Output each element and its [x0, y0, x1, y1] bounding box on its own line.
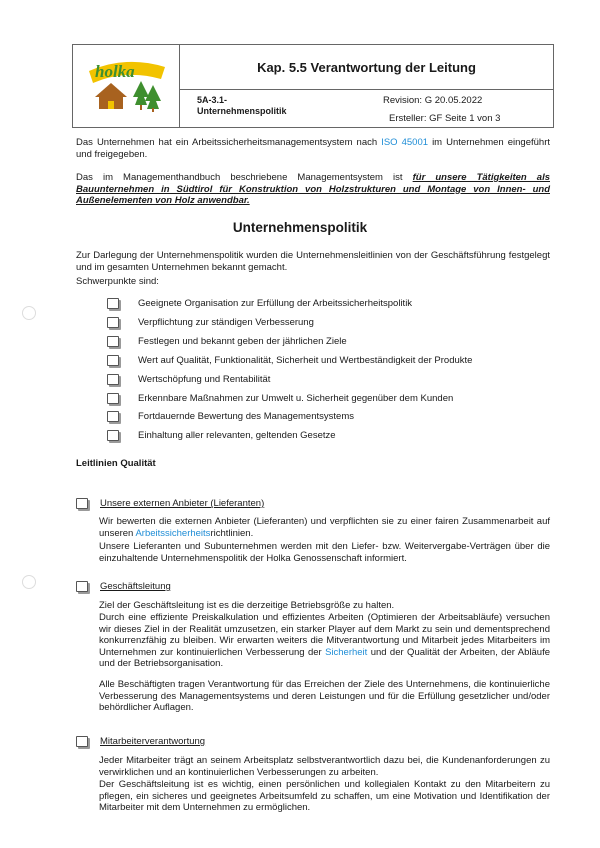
focus-item: Einhaltung aller relevanten, geltenden Gesetze — [107, 430, 336, 441]
document-id-line2: Unternehmenspolitik — [197, 106, 287, 116]
suppliers-paragraph-1 — [99, 516, 550, 539]
checkbox-icon — [76, 498, 88, 509]
focus-item: Festlegen und bekannt geben der jährlichen Ziele — [107, 336, 347, 347]
intro-paragraph-2 — [76, 172, 550, 207]
document-id — [197, 95, 317, 117]
policy-title: Unternehmenspolitik — [232, 220, 368, 235]
focus-item: Verpflichtung zur ständigen Verbesserung — [107, 317, 314, 328]
punch-hole-mark — [22, 306, 36, 320]
safety-keyword: Sicherheit — [325, 646, 368, 658]
chapter-title: Kap. 5.5 Verantwortung der Leitung — [180, 45, 553, 90]
checkbox-icon — [107, 374, 119, 385]
checkbox-icon — [107, 336, 119, 347]
management-heading: Geschäftsleitung — [76, 581, 171, 592]
document-id-line1: 5A-3.1- — [197, 95, 228, 105]
policy-intro: Zur Darlegung der Unternehmenspolitik wurden die Unternehmensleitlinien von der Geschäftsführung festgelegt und im gesamten Unternehmen bekannt gemacht. — [76, 250, 550, 273]
logo-cell — [73, 45, 180, 127]
management-paragraph-2 — [99, 612, 550, 670]
logo-wordmark: holka — [95, 62, 135, 81]
iso-standard: ISO 45001 — [381, 137, 429, 148]
intro-text: Das Unternehmen hat ein Arbeitssicherheitsmanagementsystem nach — [76, 137, 382, 148]
intro-text: Das im Managementhandbuch beschriebene Managementsystem ist — [76, 172, 413, 183]
quality-heading: Leitlinien Qualität — [76, 458, 156, 469]
checkbox-icon — [76, 736, 88, 747]
checkbox-icon — [107, 430, 119, 441]
focus-item: Fortdauernde Bewertung des Managementsystems — [107, 411, 354, 422]
intro-text: im Unternehmen eingeführt und freigegeben. — [76, 137, 551, 160]
focus-item: Geeignete Organisation zur Erfüllung der Arbeitssicherheitspolitik — [107, 298, 412, 309]
checkbox-icon — [107, 317, 119, 328]
management-paragraph-3: Alle Beschäftigten tragen Verantwortung für das Erreichen der Ziele des Unternehmens, die kontinuierliche Verbesserung des Managementsystems und deren Leistungen und für die Erfüllung gesetzlicher und/oder behördlicher Auflagen. — [99, 679, 550, 713]
safety-keyword: Arbeitssicherheits — [135, 527, 211, 539]
employees-heading: Mitarbeiterverantwortung — [76, 736, 205, 747]
scope-statement: für unsere Tätigkeiten als Bauunternehmen in Südtirol für Konstruktion von Holzstrukturen und Montage von Innen- und Außenelementen von Holz anwendbar. — [76, 172, 550, 206]
management-text: und der Qualität der Arbeiten, der Abläufe und der Betriebsorganisation. — [99, 646, 550, 669]
revision-info: Revision: G 20.05.2022 — [383, 95, 483, 106]
employees-paragraph-1: Jeder Mitarbeiter trägt an seinem Arbeitsplatz selbstverantwortlich dazu bei, die Kundenanforderungen zu verwirklichen und an kontinuierlichen Verbesserungen zu arbeiten. — [99, 755, 550, 778]
checkbox-icon — [107, 298, 119, 309]
checkbox-icon — [76, 581, 88, 592]
punch-hole-mark — [22, 575, 36, 589]
focus-item: Wert auf Qualität, Funktionalität, Sicherheit und Wertbeständigkeit der Produkte — [107, 355, 472, 366]
employees-paragraph-2: Der Geschäftsleitung ist es wichtig, einen persönlichen und kollegialen Kontakt zu den Mitarbeitern zu pflegen, ein sicheres und geeignetes Arbeitsumfeld zu schaffen, um eine Motivation und Identifikation der Mitarbeiter mit dem Unternehmen zu ermöglichen. — [99, 779, 550, 813]
intro-paragraph-1 — [76, 137, 550, 160]
suppliers-text: Wir bewerten die externen Anbieter (Lieferanten) und verpflichten sie zu einer fairen Zusammenarbeit auf unseren — [99, 516, 550, 539]
creator-page-info: Ersteller: GF Seite 1 von 3 — [389, 113, 501, 124]
checkbox-icon — [107, 355, 119, 366]
suppliers-paragraph-2: Unsere Lieferanten und Subunternehmen werden mit den Liefer- bzw. Weitervergabe-Verträgen über die einzuhaltende Unternehmenspolitik der Holka Genossenschaft informiert. — [99, 541, 550, 564]
suppliers-heading: Unsere externen Anbieter (Lieferanten) — [76, 498, 264, 509]
focus-label: Schwerpunkte sind: — [76, 276, 159, 287]
checkbox-icon — [107, 411, 119, 422]
management-paragraph-1: Ziel der Geschäftsleitung ist es die derzeitige Betriebsgröße zu halten. — [99, 600, 395, 611]
checkbox-icon — [107, 393, 119, 404]
suppliers-text: richtlinien. — [210, 527, 254, 539]
management-text: Durch eine effiziente Preiskalkulation und effizientes Arbeiten (Optimieren der Arbeitsabläufe) versuchen wir dieses Ziel in der Realität umzusetzen, ein starker Player auf dem Markt zu sein und dementsprechend konkurrenzfähig zu bleiben. Wir erwarten weiters die Mitverantwortung und Mitarbeit jedes Mitarbeiters im Unternehmen zur kontinuierlichen Verbesserung der — [99, 612, 550, 658]
focus-item: Erkennbare Maßnahmen zur Umwelt u. Sicherheit gegenüber dem Kunden — [107, 393, 453, 404]
holka-logo — [81, 53, 171, 113]
focus-item: Wertschöpfung und Rentabilität — [107, 374, 270, 385]
document-header — [72, 44, 554, 128]
